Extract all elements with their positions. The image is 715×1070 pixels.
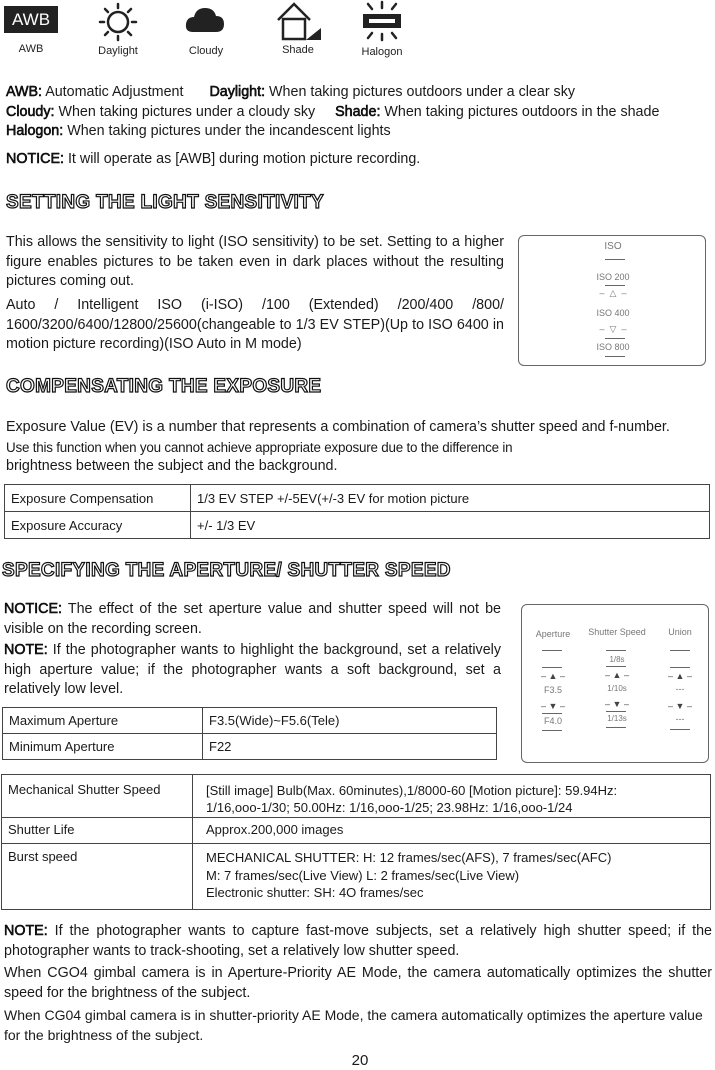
table-row [2,844,711,910]
ev-para-line: brightness between the subject and the background. [6,458,338,474]
note-text: If the photographer wants to highlight the background, set a relatively high aperture value; if the photographer wants a soft background, set a relatively low level. [4,642,501,697]
shade-icon [274,0,322,44]
notice-key: NOTICE: [6,151,64,167]
shutter-value: 1/13s [607,714,627,723]
table-cell-value: F3.5(Wide)~F5.6(Tele) [203,708,497,734]
halogon-label: Halogon [361,46,403,58]
aperture-value: F4.0 [543,716,562,726]
down-arrow-icon[interactable]: – ▼ – [668,701,692,711]
shutter-header: Shutter Speed [588,627,646,637]
iso-panel-header: ISO [604,241,622,252]
ev-table [4,484,710,539]
table-cell-label: Shutter Life [2,818,193,844]
union-value: --- [675,684,685,694]
iso-value: ISO 800 [596,342,630,352]
aperture-note [4,641,501,700]
table-row [2,818,711,844]
up-arrow-icon[interactable]: – ▲ – [668,671,692,681]
cloudy-label: Cloudy [188,45,224,57]
wb-notice [6,150,712,170]
wb-descriptions [6,83,712,142]
aperture-notice [4,600,501,639]
iso-value: ISO 400 [596,308,630,318]
shutter-priority-para: When CG04 gimbal camera is in shutter-priority AE Mode, the camera automatically optimizes the aperture value for the brightness of the subject. [4,1007,703,1043]
cloudy-icon [185,4,225,36]
table-cell-label: Minimum Aperture [3,734,203,760]
shutter-value: 1/8s [609,655,625,664]
daylight-key: Daylight: [209,84,266,100]
table-row [5,512,710,539]
cloudy-key: Cloudy: [6,103,55,120]
table-row [3,734,497,760]
awb-icon: AWB [4,6,58,33]
table-cell-value: [Still image] Bulb(Max. 60minutes),1/8000-60 [Motion picture]: 59.94Hz: 1/16,ooo-1/30; 50.00Hz: 1/16,ooo-1/25; 23.98Hz: 1/16,ooo-1/24 [193,775,711,818]
iso-value: ISO 200 [596,272,630,282]
table-cell-value: MECHANICAL SHUTTER: H: 12 frames/sec(AFS), 7 frames/sec(AFC) M: 7 frames/sec(Live View) L: 2 frames/sec(Live View) Electronic shutter: SH: 4O frames/sec [193,844,711,910]
notice-text: The effect of the set aperture value and shutter speed will not be visible on the recording screen. [4,601,501,637]
note-text: If the photographer wants to capture fast-move subjects, set a relatively high shutter speed; if the photographer wants to track-shooting, set a relatively low shutter speed. [4,923,712,959]
shutter-value: 1/10s [607,684,627,693]
table-cell-value: 1/3 EV STEP +/-5EV(+/-3 EV for motion picture [191,485,710,512]
iso-panel [518,235,706,366]
table-cell-label: Maximum Aperture [3,708,203,734]
ev-para-line: Exposure Value (EV) is a number that represents a combination of camera’s shutter speed and f-number. [6,419,670,435]
cloudy-text: When taking pictures under a cloudy sky [54,103,316,120]
awb-key: AWB: [6,84,43,100]
table-cell-label: Exposure Compensation [5,485,191,512]
table-cell-value: Approx.200,000 images [193,818,711,844]
daylight-text: When taking pictures outdoors under a clear sky [265,84,576,100]
union-value: --- [675,714,685,724]
up-arrow-icon[interactable]: – ▲ – [605,670,629,680]
notice-text: It will operate as [AWB] during motion picture recording. [63,151,421,167]
halogon-key: Halogon: [6,123,64,139]
awb-text: Automatic Adjustment [42,84,184,100]
union-header: Union [668,627,692,637]
shade-key: Shade: [335,103,381,120]
table-cell-value: F22 [203,734,497,760]
aperture-section-title: SPECIFYING THE APERTURE/ SHUTTER SPEED [2,560,451,581]
ev-para-line: Use this function when you cannot achieve appropriate exposure due to the difference in [6,439,513,455]
aperture-header: Aperture [535,629,571,639]
shade-text: When taking pictures outdoors in the shade [380,103,660,120]
table-row [3,708,497,734]
notice-key: NOTICE: [4,601,62,617]
up-arrow-icon[interactable]: – △ – [599,288,627,298]
aperture-priority-para: When CGO4 gimbal camera is in Aperture-Priority AE Mode, the camera automatically optimizes the shutter speed for the brightness of the subject. [4,965,712,1001]
halogon-text: When taking pictures under the incandescent lights [63,123,391,139]
shutter-table [1,774,711,910]
shutter-note [4,922,712,961]
note-key: NOTE: [4,923,48,939]
daylight-label: Daylight [98,45,138,57]
down-arrow-icon[interactable]: – ▽ – [599,324,627,334]
table-cell-label: Exposure Accuracy [5,512,191,539]
up-arrow-icon[interactable]: – ▲ – [541,671,565,681]
note-key: NOTE: [4,642,48,658]
halogon-icon [360,0,404,42]
ev-section-title: COMPENSATING THE EXPOSURE [6,376,322,397]
iso-para-2: Auto / Intelligent ISO (i-ISO) /100 (Extended) /200/400 /800/ 1600/3200/6400/12800/25600(changeable to 1/3 EV STEP)(Up to ISO 6400 in motion picture recording)(ISO Auto in M mode) [6,297,504,352]
table-row [5,485,710,512]
table-cell-value: +/- 1/3 EV [191,512,710,539]
daylight-icon [98,2,138,42]
shade-label: Shade [282,44,314,56]
table-row [2,775,711,818]
aperture-value: F3.5 [543,685,562,695]
iso-para-1: This allows the sensitivity to light (ISO sensitivity) to be set. Setting to a higher figure enables pictures to be taken even in dark places without the resulting pictures coming out. [6,234,504,289]
awb-icon-label: AWB [18,43,44,55]
iso-section-title: SETTING THE LIGHT SENSITIVITY [6,192,324,213]
table-cell-label: Mechanical Shutter Speed [2,775,193,818]
table-cell-label: Burst speed [2,844,193,910]
page-number: 20 [351,1052,369,1069]
down-arrow-icon[interactable]: – ▼ – [541,701,565,711]
aperture-table [2,707,497,760]
exposure-panel [521,604,709,763]
ev-para [6,418,712,477]
down-arrow-icon[interactable]: – ▼ – [605,699,629,709]
